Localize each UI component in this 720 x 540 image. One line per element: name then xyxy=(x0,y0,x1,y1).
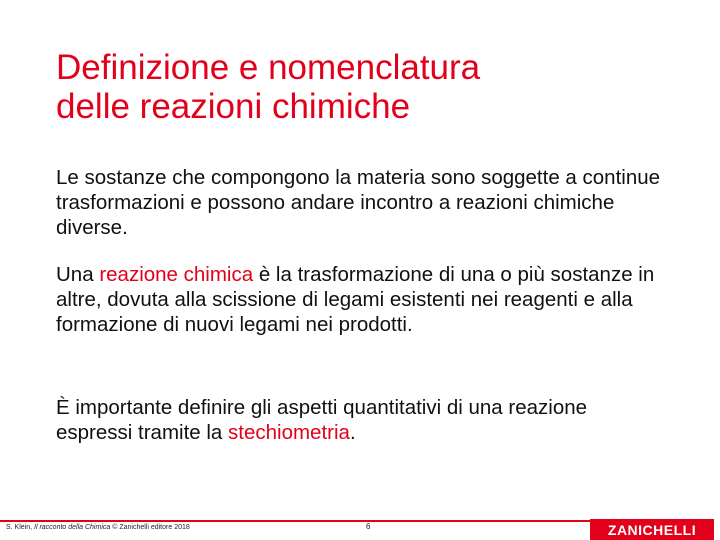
footer-author: S. Klein, xyxy=(6,524,35,531)
term-reazione-chimica: reazione chimica xyxy=(99,263,254,286)
zanichelli-logo: ZANICHELLI xyxy=(590,519,714,540)
footer-credit xyxy=(6,524,190,531)
paragraph-2 xyxy=(56,262,666,337)
title-line-2: delle reazioni chimiche xyxy=(56,87,411,126)
paragraph-3 xyxy=(56,395,666,445)
title-line-1: Definizione e nomenclatura xyxy=(56,48,481,87)
footer-book-title: Il racconto della Chimica xyxy=(34,524,111,531)
footer-rule xyxy=(0,520,600,522)
term-stechiometria: stechiometria xyxy=(228,421,350,444)
paragraph-1: Le sostanze che compongono la materia sono soggette a continue trasformazioni e possono andare incontro a reazioni chimiche diverse. xyxy=(56,166,661,239)
page-number: 6 xyxy=(366,522,371,531)
paragraph-3-before: È importante definire gli aspetti quantitativi di una reazione espressi tramite la xyxy=(56,396,588,444)
footer-publisher: © Zanichelli editore 2018 xyxy=(110,524,190,531)
paragraph-3-after: . xyxy=(349,421,356,444)
paragraph-2-before: Una xyxy=(56,263,100,286)
paragraph-2-after: è la trasformazione di una o più sostanze in altre, dovuta alla scissione di legami esistenti nei reagenti e alla formazione di nuovi legami nei prodotti. xyxy=(56,263,655,336)
slide-title xyxy=(56,48,676,126)
